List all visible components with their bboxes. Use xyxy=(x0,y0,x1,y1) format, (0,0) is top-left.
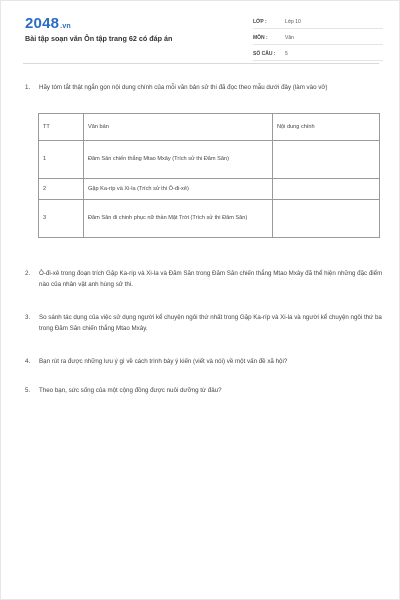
logo-text: 2048 xyxy=(25,15,60,32)
table-cell-tt: 1 xyxy=(39,141,84,179)
meta-row-count xyxy=(253,48,383,61)
meta-value: 5 xyxy=(285,51,288,57)
table-cell-noi-dung xyxy=(273,141,380,179)
logo-tld: .vn xyxy=(60,23,71,30)
question-text: Bạn rút ra được những lưu ý gì về cách trình bày ý kiến (viết và nói) về một vấn đề xã hội? xyxy=(39,358,288,365)
column-header: Nội dung chính xyxy=(273,114,380,141)
table-cell-noi-dung xyxy=(273,179,380,200)
document-header xyxy=(1,1,400,71)
question-number: 3. xyxy=(25,314,31,321)
table-cell-noi-dung xyxy=(273,200,380,238)
table-header-row xyxy=(39,114,380,141)
meta-row-subject xyxy=(253,32,383,45)
column-header: TT xyxy=(39,114,84,141)
table-cell-van-ban: Gặp Ka-ríp và Xi-la (Trích sử thi Ô-đi-xê) xyxy=(84,179,273,200)
summary-table xyxy=(38,113,380,238)
table-cell-van-ban: Đăm Săn chiến thắng Mtao Mxây (Trích sử thi Đăm Săn) xyxy=(84,141,273,179)
question-text: So sánh tác dụng của việc sử dụng người kể chuyện ngôi thứ nhất trong Gặp Ka-ríp và Xi-la và người kể chuyện ngôi thứ ba trong Đăm Săn chiến thắng Mtao Mxây. xyxy=(39,314,382,332)
site-logo[interactable] xyxy=(25,15,71,32)
question-text: Ô-đi-xê trong đoạn trích Gặp Ka-ríp và Xi-la và Đăm Săn trong Đăm Săn chiến thắng Mtao Mxây đã thể hiện những đặc điểm nào của nhân vật anh hùng sử thi. xyxy=(39,270,383,288)
question-text: Theo bạn, sức sống của một cộng đồng được nuôi dưỡng từ đâu? xyxy=(39,387,222,394)
meta-label: LỚP : xyxy=(253,19,267,25)
meta-info xyxy=(253,16,383,64)
meta-row-class xyxy=(253,16,383,29)
question-item xyxy=(25,356,385,367)
column-header: Văn bản xyxy=(84,114,273,141)
table-cell-van-ban: Đăm Săn đi chinh phục nữ thần Mặt Trời (Trích sử thi Đăm Săn) xyxy=(84,200,273,238)
question-item xyxy=(25,385,385,396)
meta-value: Lớp 10 xyxy=(285,19,301,25)
meta-label: SỐ CÂU : xyxy=(253,51,276,57)
question-item xyxy=(25,268,385,290)
question-item xyxy=(25,312,385,334)
question-number: 4. xyxy=(25,358,31,365)
question-number: 1. xyxy=(25,84,31,91)
meta-label: MÔN : xyxy=(253,35,268,41)
meta-value: Văn xyxy=(285,35,294,41)
question-number: 5. xyxy=(25,387,31,394)
table-row xyxy=(39,200,380,238)
table-row xyxy=(39,141,380,179)
table-cell-tt: 2 xyxy=(39,179,84,200)
table-row xyxy=(39,179,380,200)
page-title: Bài tập soạn văn Ôn tập trang 62 có đáp án xyxy=(25,34,173,43)
question-item xyxy=(25,82,385,93)
table-cell-tt: 3 xyxy=(39,200,84,238)
question-text: Hãy tóm tắt thật ngắn gọn nội dung chính của mỗi văn bản sử thi đã đọc theo mẫu dưới đây (làm vào vở) xyxy=(39,84,328,91)
question-number: 2. xyxy=(25,270,31,277)
header-divider xyxy=(23,63,379,64)
